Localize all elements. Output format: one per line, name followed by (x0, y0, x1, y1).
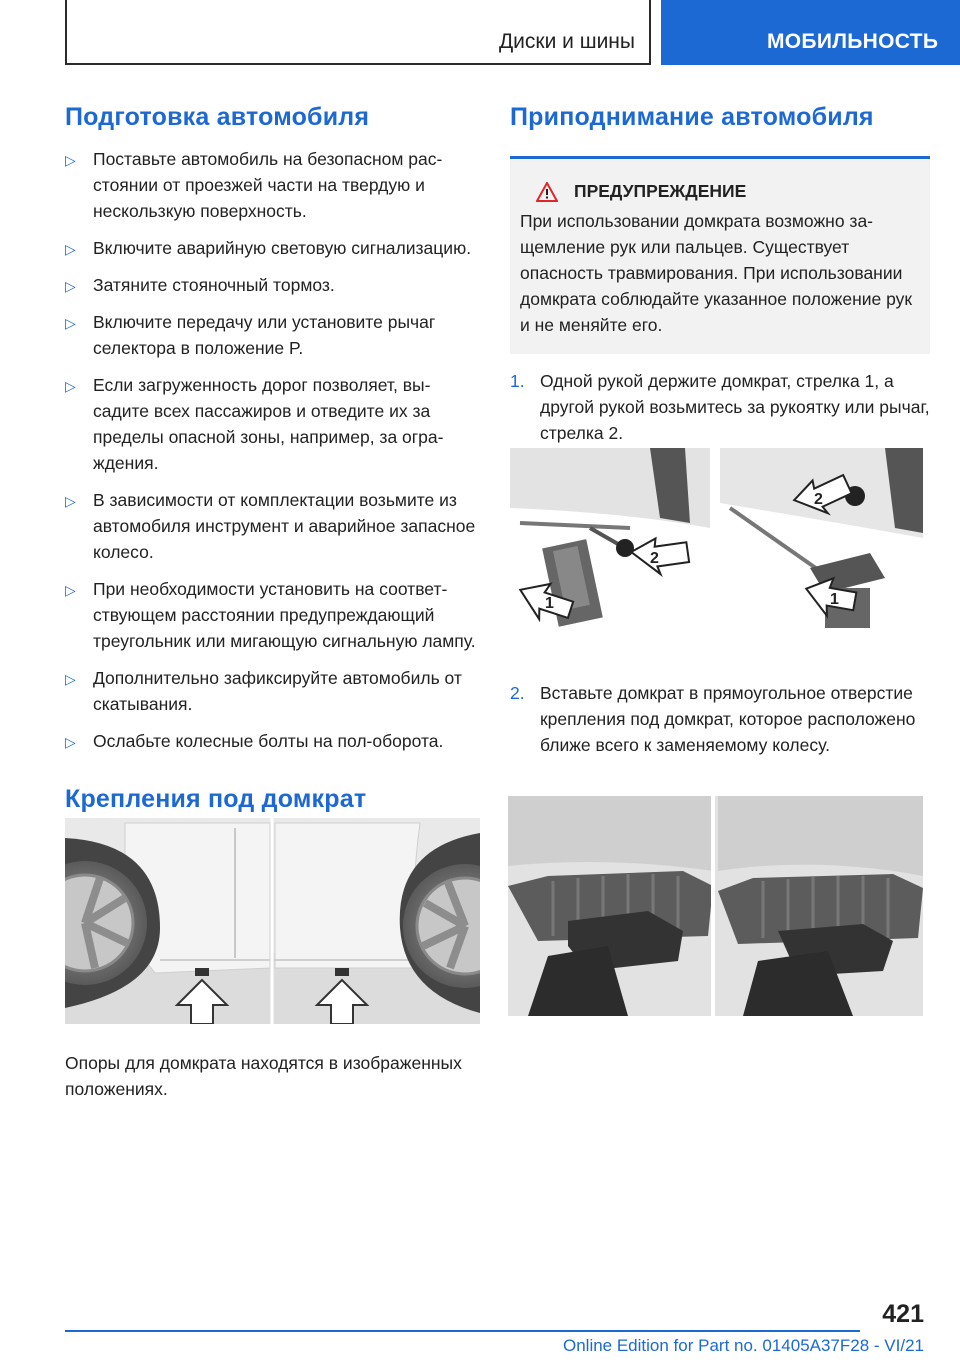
section-title-vehicle-preparation: Подготовка автомобиля (65, 103, 370, 131)
list-item: ▷ Ослабьте колесные болты на пол-оборота. (65, 728, 480, 754)
triangle-bullet-icon: ▷ (65, 278, 76, 294)
arrow-1-label: 1 (830, 591, 839, 608)
list-item: 1. Одной рукой держите домкрат, стрелка 1, а другой рукой возьмитесь за рукоятку или рычаг, стрелка 2. (510, 371, 930, 443)
warning-text: При использовании домкрата возможно защемление рук или пальцев. Существует опасность травмирования. При использовании домкрата соблюдайте указанное положение рук и не меняйте его. (520, 211, 913, 335)
arrow-2-label: 2 (814, 491, 823, 508)
triangle-bullet-icon: ▷ (65, 734, 76, 750)
jack-pad-front (195, 968, 209, 976)
lifting-steps-list (510, 368, 930, 446)
jack-pad-rear (335, 968, 349, 976)
arrow-2-label: 2 (650, 550, 659, 567)
jack-points-figure (65, 818, 480, 1024)
triangle-bullet-icon: ▷ (65, 582, 76, 598)
jack-holding-illustration (510, 448, 923, 643)
list-item: ▷ Включите передачу или установите рычаг селектора в положение P. (65, 312, 436, 358)
jack-insert-illustration (508, 796, 923, 1016)
warning-box (510, 156, 930, 354)
list-item: ▷ Поставьте автомобиль на безопасном расстоянии от проезжей части на твердую и нескользкую поверхность. (65, 149, 443, 221)
list-item: ▷ Если загруженность дорог позволяет, высадите всех пассажиров и отведите их за пределы опасной зоны, например, за ограждения. (65, 375, 444, 473)
preparation-steps-list (65, 146, 480, 754)
list-item: ▷ При необходимости установить на соответствующем расстоянии предупреждающий треугольник или мигающую сигнальную лампу. (65, 579, 476, 651)
triangle-bullet-icon: ▷ (65, 315, 76, 331)
header-section-box (65, 0, 651, 65)
edition-note: Online Edition for Part no. 01405A37F28 - VI/21 (562, 1336, 924, 1355)
left-column (65, 100, 480, 828)
right-column (510, 100, 930, 446)
list-item: 2. Вставьте домкрат в прямоугольное отверстие крепления под домкрат, которое расположено ближе всего к заменяемому колесу. (510, 683, 916, 755)
header-chapter-box (661, 0, 960, 65)
list-item: ▷ Дополнительно зафиксируйте автомобиль от скатывания. (65, 668, 462, 714)
list-item: ▷ Включите аварийную световую сигнализацию. (65, 235, 480, 261)
warning-title: ПРЕДУПРЕЖДЕНИЕ (574, 181, 747, 201)
triangle-bullet-icon: ▷ (65, 378, 76, 394)
page-number: 421 (882, 1300, 924, 1328)
header-section-title: Диски и шины (498, 30, 635, 53)
warning-triangle-icon (536, 182, 558, 202)
lifting-steps-list-continued (510, 680, 930, 758)
arrow-1-label: 1 (545, 595, 554, 612)
list-item: ▷ Затяните стояночный тормоз. (65, 272, 480, 298)
footer-divider (65, 1330, 860, 1332)
section-title-lifting: Приподнимание автомобиля (510, 103, 874, 131)
section-title-jack-points: Крепления под домкрат (65, 785, 367, 813)
triangle-bullet-icon: ▷ (65, 671, 76, 687)
triangle-bullet-icon: ▷ (65, 152, 76, 168)
jack-holding-figure (510, 448, 923, 643)
jack-insert-figure (508, 796, 923, 1016)
triangle-bullet-icon: ▷ (65, 493, 76, 509)
car-side-illustration (65, 818, 480, 1024)
jack-points-caption: Опоры для домкрата находятся в изображенных положениях. (65, 1053, 462, 1099)
triangle-bullet-icon: ▷ (65, 241, 76, 257)
list-item: ▷ В зависимости от комплектации возьмите из автомобиля инструмент и аварийное запасное колесо. (65, 490, 476, 562)
header-chapter-title: МОБИЛЬНОСТЬ (767, 30, 939, 53)
